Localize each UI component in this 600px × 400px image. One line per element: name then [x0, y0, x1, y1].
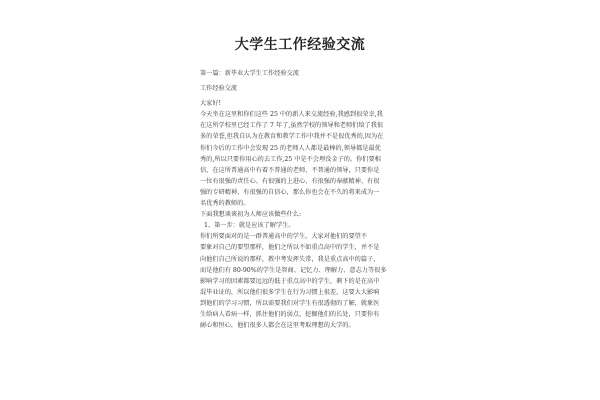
body-line: 混毕业证的，所以他们很多学生在行为习惯上很差，这要大大影响 — [200, 288, 380, 296]
body-line: 信，在这所普通高中有着不普通的老师、不普通的领导，只要你是 — [200, 166, 380, 174]
document-title: 大学生工作经验交流 — [234, 37, 366, 53]
body-line: 要象对自己的要望那样，他们之所以不如重点高中的学生，并不是 — [200, 244, 380, 252]
body-line: 向他们自己所说的那样，教中考发挥失常，我是重点高中的篇子， — [200, 255, 380, 263]
body-line: 秀的,所以只要你用心的去工作,25 中是不会埋没金子的。你们要相 — [200, 155, 381, 163]
body-line: 你们所要面对的是一群普通高中的学生，大家对他们的要望不 — [200, 233, 368, 241]
body-line: 一位有很强的责任心、有很强的上进心、有很强的奉献精神、有很 — [200, 177, 380, 185]
body-line: 到他们的学习习惯，所以需要我们对学生有很透彻的了解，就象医 — [200, 299, 380, 307]
body-line: 强的专研精神、有很强的自信心，那么你也会在不久的将来成为一 — [200, 188, 380, 196]
body-line: 你们今后的工作中会发现 25 的老师人人都是最棒的,领导都是最优 — [200, 144, 381, 152]
body-line: 下面我想谈谈初为人师应该做些什么: — [200, 211, 302, 219]
body-line: 名优秀的教师的。 — [200, 200, 250, 208]
section-heading: 第一篇：新毕业大学生工作经验交流 — [200, 70, 299, 77]
step-heading: 1、第一步：就是应该了解学生。 — [204, 222, 295, 230]
body-line: 在这所学校里已经工作了 7 年了,虽然学校的领导和老师们给了我很 — [200, 122, 384, 130]
subheading: 工作经验交流 — [200, 85, 238, 93]
body-line: 而是他们有 80-90%的学生是智商、记忆力、理解力、意志力等很多 — [200, 266, 387, 274]
greeting: 大家好! — [200, 100, 222, 108]
body-line: 耐心和恒心，他们很多人都会在这里考取理想的大学的。 — [200, 322, 355, 330]
body-line: 影响学习的因素都要远远的低于重点高中的学生，剩下的是在高中 — [200, 277, 380, 285]
body-line: 生给病人看病一样，抓住他们的弱点，挖掘他们的长处，只要你有 — [200, 310, 380, 318]
document-body — [200, 68, 408, 331]
body-line: 多的荣誉,但我自认为在教育和教学工作中我并不是很优秀的,因为在 — [200, 133, 384, 141]
body-line: 今天坐在这里和你们这些 25 中的新人来交流经验,我感到很荣幸,我 — [200, 111, 383, 119]
